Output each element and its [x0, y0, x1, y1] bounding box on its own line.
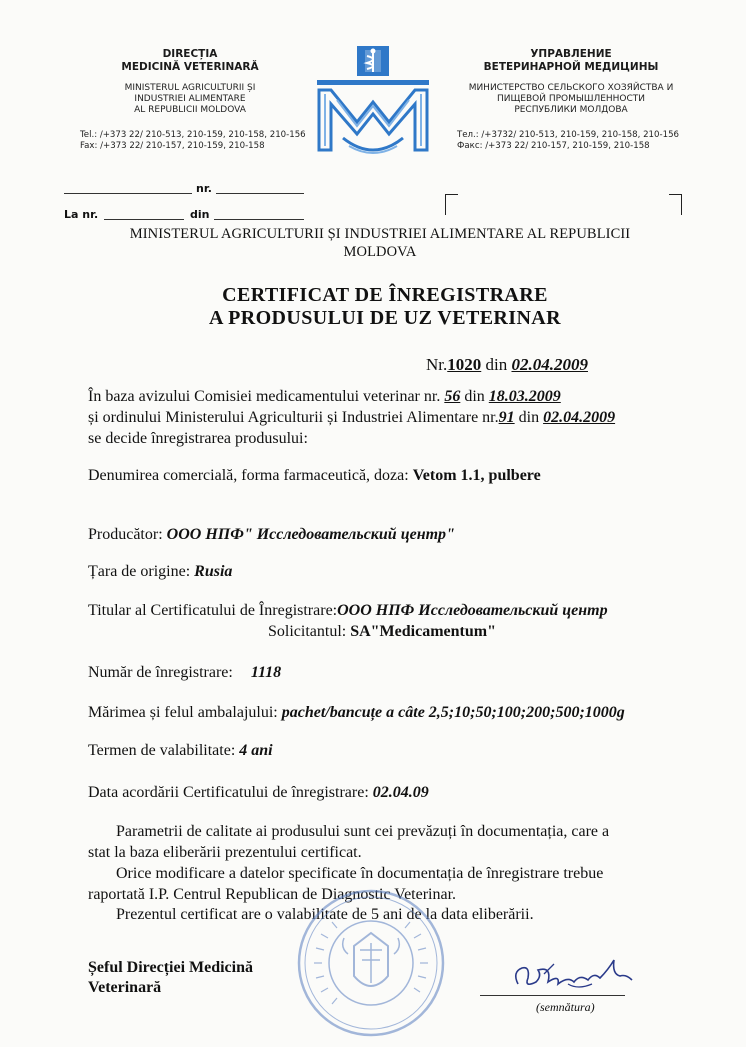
cert-date: 02.04.2009 [511, 355, 588, 374]
signatory-role-line1: Șeful Direcției Medicină [88, 959, 253, 976]
ministry-line1: MINISTERUL AGRICULTURII ȘI INDUSTRIEI ALIMENTARE AL REPUBLICII [129, 226, 631, 242]
header-right [446, 48, 696, 116]
din-label: din [190, 208, 210, 221]
cert-din-label: din [485, 355, 508, 374]
trade-name-line [88, 466, 541, 486]
signatory-role-line2: Veterinară [88, 979, 162, 996]
left-title-line1: DIRECȚIA [162, 48, 218, 60]
basis-line2-text: și ordinului Ministerului Agriculturii și Industriei Alimentare nr. [88, 409, 499, 426]
nr-blank-line [64, 193, 192, 194]
ordin-date: 02.04.2009 [543, 409, 616, 426]
basis-line3: se decide înregistrarea produsului: [88, 430, 308, 447]
applicant-value: SA"Medicamentum" [350, 623, 496, 640]
packaging-line [88, 703, 625, 723]
reg-number-label: Număr de înregistrare: [88, 664, 233, 681]
note-p2-line1: Orice modificare a datelor specificate în documentația de înregistrare trebue [116, 865, 604, 882]
trade-name-label: Denumirea comercială, forma farmaceutică, doza: [88, 467, 409, 484]
veterinary-emblem-icon [313, 42, 433, 164]
right-title-line1: УПРАВЛЕНИЕ [530, 48, 612, 60]
grant-date-line [88, 783, 429, 803]
signature-caption: (semnătura) [536, 1000, 595, 1014]
ordin-nr: 91 [498, 409, 515, 426]
basis-line1 [88, 387, 561, 407]
la-nr-label: La nr. [64, 208, 99, 221]
note-p2-line2: raportată I.P. Centrul Republican de Diagnostic Veterinar. [88, 886, 457, 903]
right-org-line3: РЕСПУБЛИКИ МОЛДОВА [514, 105, 628, 115]
cert-nr-value: 1020 [447, 355, 482, 374]
country-value: Rusia [194, 563, 233, 580]
ministry-name [60, 225, 700, 261]
left-org-line1: MINISTERUL AGRICULTURII ȘI [124, 83, 256, 93]
left-fax: Fax: /+373 22/ 210-157, 210-159, 210-158 [80, 141, 265, 151]
grant-date-label: Data acordării Certificatului de înregistrare: [88, 784, 369, 801]
producer-line [88, 525, 455, 545]
country-label: Țara de origine: [88, 563, 191, 580]
reg-number-line [88, 663, 281, 683]
aviz-din: din [464, 388, 485, 405]
ordin-din: din [518, 409, 540, 426]
ministry-line2: MOLDOVA [343, 244, 417, 260]
holder-label: Titular al Certificatului de Înregistrare: [88, 602, 338, 619]
right-fax: Факс: /+373 22/ 210-157, 210-159, 210-158 [457, 141, 650, 151]
right-org-line2: ПИЩЕВОЙ ПРОМЫШЛЕННОСТИ [496, 94, 646, 104]
certificate-number-line [426, 355, 588, 375]
grant-date-value: 02.04.09 [372, 784, 429, 801]
certificate-title [60, 284, 710, 330]
validity-label: Termen de valabilitate: [88, 742, 236, 759]
reg-number-value: 1118 [250, 664, 282, 681]
applicant-label: Solicitantul: [268, 623, 347, 640]
title-line2: A PRODUSULUI DE UZ VETERINAR [208, 307, 561, 329]
country-line [88, 562, 232, 582]
producer-value: ООО НПФ" Исследовательский центр" [166, 526, 455, 543]
validity-value: 4 ani [239, 742, 273, 759]
left-tel: Tel.: /+373 22/ 210-513, 210-159, 210-158, 210-156 [80, 130, 306, 140]
cert-nr-prefix: Nr. [426, 355, 448, 374]
right-org-line1: МИНИСТЕРСТВО СЕЛЬСКОГО ХОЗЯЙСТВА И [468, 83, 674, 93]
right-title-line2: ВЕТЕРИНАРНОЙ МЕДИЦИНЫ [483, 61, 659, 73]
la-nr-blank-line [104, 219, 184, 220]
nr-label: nr. [196, 182, 212, 195]
handwritten-signature-icon [508, 954, 638, 1000]
header-left [70, 48, 310, 116]
nr-blank-line-2 [216, 193, 304, 194]
basis-line2 [88, 408, 615, 428]
din-blank-line [214, 219, 304, 220]
basis-line1-text: În baza avizului Comisiei medicamentului veterinar nr. [88, 388, 441, 405]
left-org-line2: INDUSTRIEI ALIMENTARE [134, 94, 246, 104]
validity-line [88, 741, 273, 761]
note-p1-line1: Parametrii de calitate ai produsului sunt cei prevăzuți în documentația, care a [116, 823, 610, 840]
address-corner-left [445, 194, 458, 215]
packaging-label: Mărimea și felul ambalajului: [88, 704, 278, 721]
signatory-role [88, 958, 253, 998]
aviz-nr: 56 [444, 388, 461, 405]
producer-label: Producător: [88, 526, 163, 543]
official-seal-icon [296, 888, 446, 1038]
right-tel: Тел.: /+3732/ 210-513, 210-159, 210-158, 210-156 [457, 130, 679, 140]
title-line1: CERTIFICAT DE ÎNREGISTRARE [222, 284, 548, 306]
packaging-value: pachet/bancuțe a câte 2,5;10;50;100;200;500;1000g [281, 704, 625, 721]
left-org-line3: AL REPUBLICII MOLDOVA [134, 105, 246, 115]
trade-name-value: Vetom 1.1, pulbere [412, 467, 541, 484]
applicant-line [268, 622, 496, 642]
note-p1-line2: stat la baza eliberării prezentului certificat. [88, 844, 362, 861]
address-corner-right [669, 194, 682, 215]
left-title-line2: MEDICINĂ VETERINARĂ [121, 61, 259, 73]
aviz-date: 18.03.2009 [488, 388, 561, 405]
holder-line [88, 601, 608, 621]
holder-value: ООО НПФ Исследовательский центр [337, 602, 608, 619]
note-p3-line1: Prezentul certificat are o valabilitate de 5 ani de la data eliberării. [116, 906, 534, 923]
signature-line [480, 995, 625, 996]
